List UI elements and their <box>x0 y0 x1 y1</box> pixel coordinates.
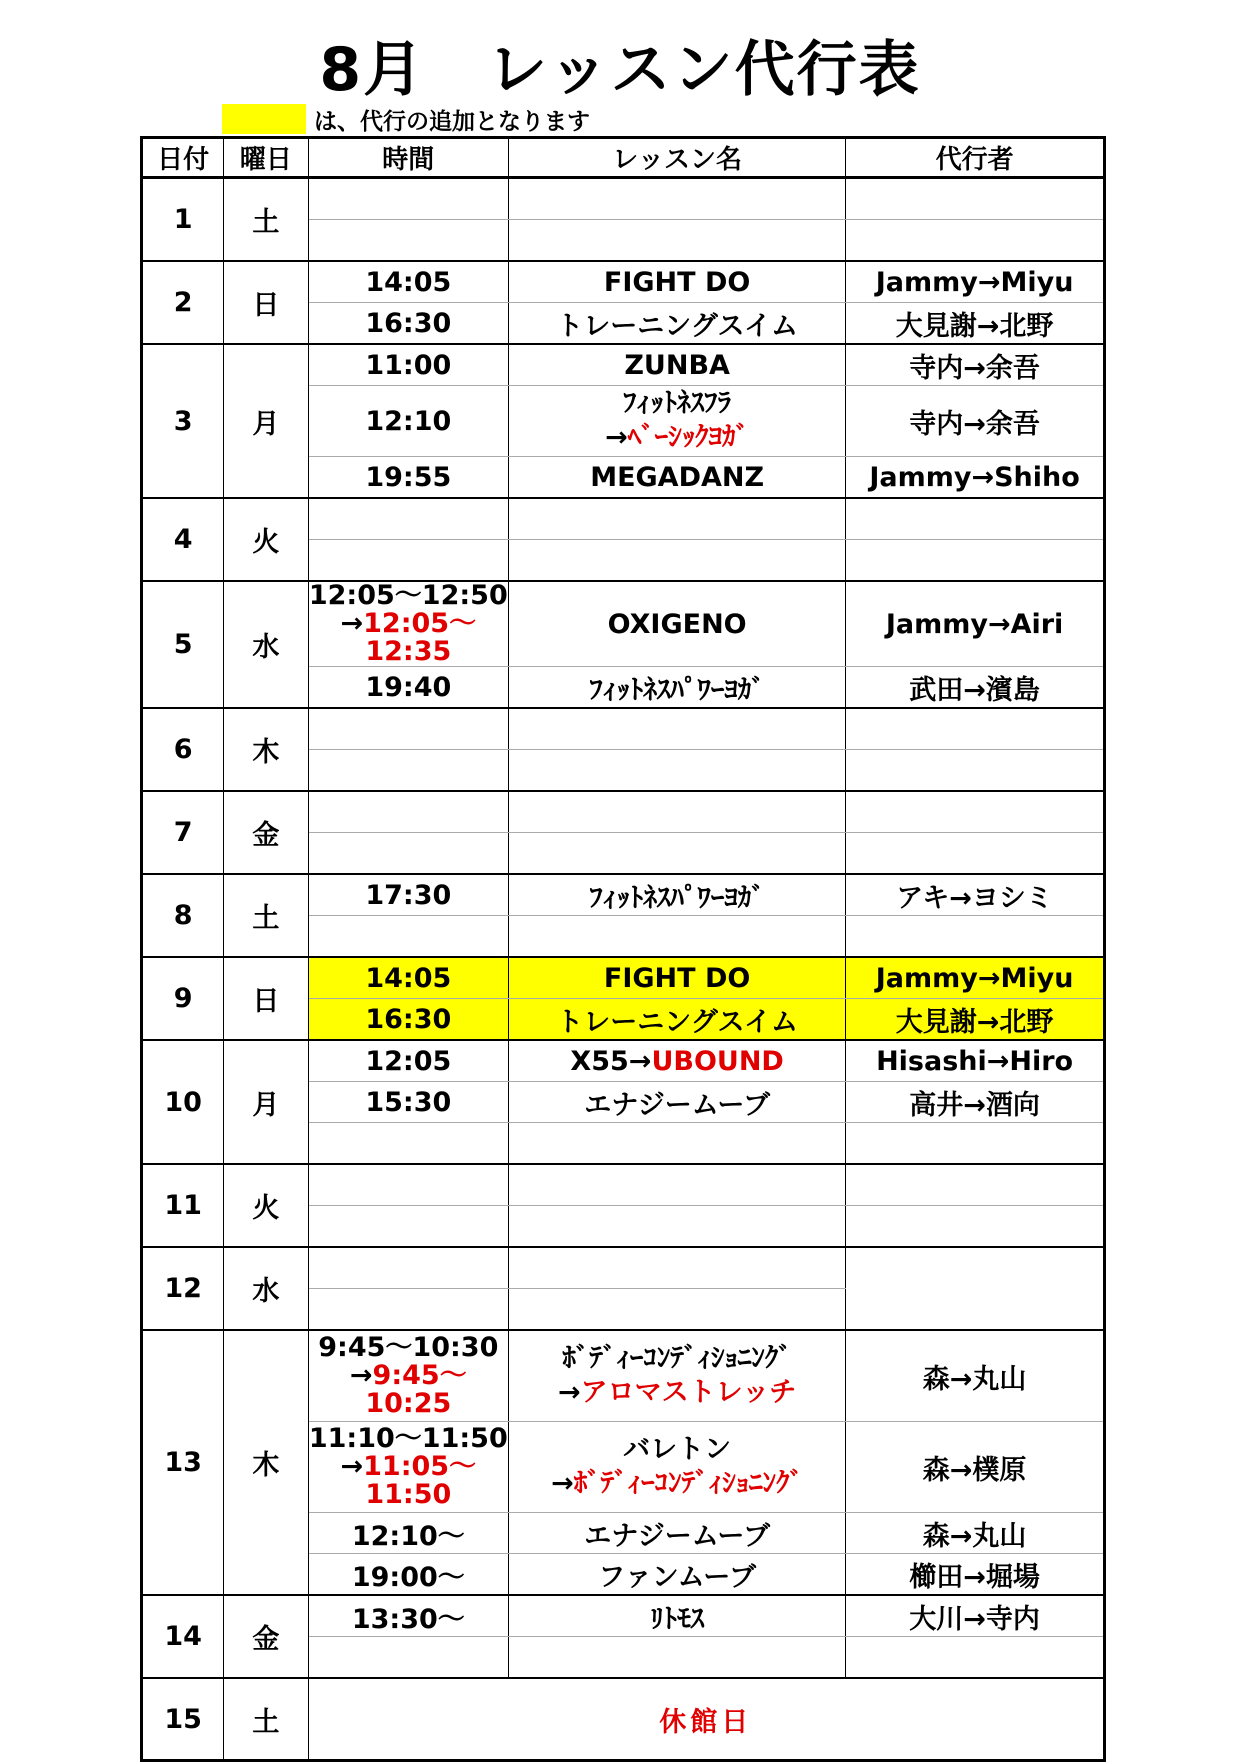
time-cell: 12:05 <box>308 1040 509 1082</box>
table-row <box>142 498 1105 540</box>
lesson-cell <box>509 1247 846 1289</box>
substitute-cell: Hisashi→Hiro <box>846 1040 1105 1082</box>
arrow-icon: → <box>551 1468 574 1499</box>
table-row <box>142 1040 1105 1082</box>
lesson-cell <box>509 750 846 792</box>
substitute-cell: 大見謝→北野 <box>846 303 1105 345</box>
table-row <box>142 957 1105 999</box>
lesson-change <box>509 1467 845 1501</box>
closed-day-notice: 休館日 <box>308 1678 1105 1761</box>
day-number: 4 <box>142 498 224 581</box>
time-cell: 14:05 <box>308 957 509 999</box>
substitute-cell: 櫛田→堀場 <box>846 1554 1105 1596</box>
substitute-cell <box>846 220 1105 262</box>
substitute-cell: 森→丸山 <box>846 1330 1105 1422</box>
substitute-cell: アキ→ヨシミ <box>846 874 1105 916</box>
header-row <box>142 138 1105 178</box>
table-row <box>142 1595 1105 1637</box>
lesson-cell: エナジームーブ <box>509 1082 846 1123</box>
table-row <box>142 344 1105 386</box>
lesson-cell: トレーニングスイム <box>509 999 846 1041</box>
lesson-original: バレトン <box>623 1434 732 1465</box>
time-cell <box>308 1206 509 1248</box>
substitute-cell: Jammy→Airi <box>846 581 1105 667</box>
substitute-cell <box>846 498 1105 540</box>
arrow-icon: → <box>557 1377 581 1408</box>
lesson-cell <box>509 1164 846 1206</box>
substitute-cell: Jammy→Miyu <box>846 957 1105 999</box>
substitute-cell <box>846 750 1105 792</box>
day-number: 2 <box>142 261 224 344</box>
lesson-cell <box>509 1040 846 1082</box>
weekday: 月 <box>224 1040 308 1164</box>
schedule-table <box>140 136 1106 1762</box>
lesson-cell: ZUNBA <box>509 344 846 386</box>
time-cell: 11:00 <box>308 344 509 386</box>
lesson-cell: トレーニングスイム <box>509 303 846 345</box>
arrow-icon: → <box>349 1360 373 1391</box>
lesson-cell <box>509 1123 846 1165</box>
lesson-cell <box>509 1289 846 1331</box>
time-cell <box>308 1422 509 1513</box>
lesson-cell: FIGHT DO <box>509 261 846 303</box>
arrow-icon: → <box>605 422 628 453</box>
day-number: 1 <box>142 178 224 262</box>
time-cell <box>308 1289 509 1331</box>
substitute-cell <box>846 1206 1105 1248</box>
day-number: 14 <box>142 1595 224 1678</box>
time-original: 12:05～12:50 <box>308 580 508 611</box>
weekday: 火 <box>224 498 308 581</box>
substitute-cell <box>846 1637 1105 1679</box>
time-new: 12:05～12:35 <box>363 608 477 667</box>
time-change <box>309 1362 509 1418</box>
time-new: 11:05～11:50 <box>363 1451 477 1510</box>
legend-text: は、代行の追加となります <box>314 108 590 135</box>
substitute-cell: 武田→濱島 <box>846 667 1105 709</box>
day-number: 8 <box>142 874 224 957</box>
lesson-cell <box>509 791 846 833</box>
substitute-cell <box>846 1164 1105 1206</box>
time-change <box>309 610 509 666</box>
time-cell <box>308 833 509 875</box>
time-cell <box>308 708 509 750</box>
lesson-cell <box>509 1330 846 1422</box>
lesson-cell: FIGHT DO <box>509 957 846 999</box>
header-time: 時間 <box>308 138 509 178</box>
table-row <box>142 581 1105 667</box>
time-cell: 17:30 <box>308 874 509 916</box>
time-original: 9:45～10:30 <box>318 1332 499 1363</box>
time-cell: 19:40 <box>308 667 509 709</box>
table-row <box>142 261 1105 303</box>
time-cell: 15:30 <box>308 1082 509 1123</box>
time-cell: 16:30 <box>308 303 509 345</box>
lesson-cell <box>509 833 846 875</box>
substitute-cell <box>846 916 1105 958</box>
weekday: 日 <box>224 957 308 1040</box>
time-cell: 14:05 <box>308 261 509 303</box>
time-cell: 13:30～ <box>308 1595 509 1637</box>
day-number: 3 <box>142 344 224 498</box>
weekday: 日 <box>224 261 308 344</box>
day-number: 6 <box>142 708 224 791</box>
table-row <box>142 178 1105 220</box>
day-number: 13 <box>142 1330 224 1595</box>
time-cell: 12:10 <box>308 386 509 457</box>
substitute-cell <box>846 833 1105 875</box>
header-weekday: 曜日 <box>224 138 308 178</box>
lesson-change <box>509 421 845 455</box>
table-row <box>142 1247 1105 1289</box>
substitute-cell <box>846 540 1105 582</box>
time-cell <box>308 178 509 220</box>
time-cell <box>308 750 509 792</box>
lesson-cell <box>509 498 846 540</box>
lesson-cell <box>509 708 846 750</box>
time-cell: 12:10～ <box>308 1513 509 1554</box>
lesson-cell <box>509 1637 846 1679</box>
weekday: 金 <box>224 1595 308 1678</box>
lesson-new: ﾍﾞｰｼｯｸﾖｶﾞ <box>627 422 750 453</box>
lesson-cell <box>509 386 846 457</box>
time-original: 11:10～11:50 <box>308 1423 508 1454</box>
lesson-cell: ﾌｨｯﾄﾈｽﾊﾟﾜｰﾖｶﾞ <box>509 667 846 709</box>
lesson-cell: ﾌｨｯﾄﾈｽﾊﾟﾜｰﾖｶﾞ <box>509 874 846 916</box>
weekday: 土 <box>224 1678 308 1761</box>
substitute-cell <box>846 1247 1105 1330</box>
time-cell <box>308 791 509 833</box>
weekday: 土 <box>224 178 308 262</box>
lesson-cell <box>509 1206 846 1248</box>
substitute-cell: Jammy→Miyu <box>846 261 1105 303</box>
substitute-cell <box>846 178 1105 220</box>
table-row <box>142 874 1105 916</box>
legend-highlight-swatch <box>222 104 306 134</box>
lesson-change <box>509 1376 845 1410</box>
time-cell <box>308 916 509 958</box>
header-substitute: 代行者 <box>846 138 1105 178</box>
weekday: 月 <box>224 344 308 498</box>
weekday: 金 <box>224 791 308 874</box>
substitute-cell: 森→丸山 <box>846 1513 1105 1554</box>
lesson-original: X55→ <box>570 1045 652 1077</box>
weekday: 水 <box>224 581 308 708</box>
time-cell <box>308 1637 509 1679</box>
substitute-cell: 大見謝→北野 <box>846 999 1105 1041</box>
time-cell <box>308 220 509 262</box>
time-cell: 19:00～ <box>308 1554 509 1596</box>
lesson-cell: MEGADANZ <box>509 457 846 499</box>
legend <box>222 104 590 134</box>
lesson-original: ﾎﾞﾃﾞｨｰｺﾝﾃﾞｨｼｮﾆﾝｸﾞ <box>562 1343 792 1374</box>
lesson-original: ﾌｨｯﾄﾈｽﾌﾗ <box>623 388 732 419</box>
table-row <box>142 791 1105 833</box>
weekday: 水 <box>224 1247 308 1330</box>
time-new: 9:45～10:25 <box>365 1360 467 1419</box>
time-cell <box>308 498 509 540</box>
day-number: 7 <box>142 791 224 874</box>
time-cell <box>308 1164 509 1206</box>
lesson-new: UBOUND <box>651 1045 784 1077</box>
time-cell <box>308 1123 509 1165</box>
lesson-cell: ファンムーブ <box>509 1554 846 1596</box>
arrow-icon: → <box>340 1451 364 1482</box>
lesson-cell <box>509 540 846 582</box>
lesson-new: アロマストレッチ <box>580 1377 797 1408</box>
time-cell <box>308 1247 509 1289</box>
time-cell <box>308 581 509 667</box>
arrow-icon: → <box>340 608 364 639</box>
substitute-cell: 寺内→余吾 <box>846 386 1105 457</box>
substitute-cell: 森→樸原 <box>846 1422 1105 1513</box>
day-number: 10 <box>142 1040 224 1164</box>
day-number: 12 <box>142 1247 224 1330</box>
time-cell <box>308 1330 509 1422</box>
lesson-cell: エナジームーブ <box>509 1513 846 1554</box>
lesson-cell <box>509 1422 846 1513</box>
substitute-cell <box>846 708 1105 750</box>
table-row <box>142 708 1105 750</box>
lesson-cell <box>509 178 846 220</box>
table-row <box>142 1330 1105 1422</box>
substitute-cell: 寺内→余吾 <box>846 344 1105 386</box>
table-row <box>142 1164 1105 1206</box>
time-cell: 19:55 <box>308 457 509 499</box>
lesson-cell: OXIGENO <box>509 581 846 667</box>
lesson-cell: ﾘﾄﾓｽ <box>509 1595 846 1637</box>
substitute-cell <box>846 1123 1105 1165</box>
day-number: 5 <box>142 581 224 708</box>
lesson-new: ﾎﾞﾃﾞｨｰｺﾝﾃﾞｨｼｮﾆﾝｸﾞ <box>573 1468 804 1499</box>
table-row <box>142 1678 1105 1761</box>
lesson-cell <box>509 916 846 958</box>
lesson-cell <box>509 220 846 262</box>
weekday: 木 <box>224 1330 308 1595</box>
day-number: 11 <box>142 1164 224 1247</box>
substitute-cell: Jammy→Shiho <box>846 457 1105 499</box>
header-lesson: レッスン名 <box>509 138 846 178</box>
time-cell <box>308 540 509 582</box>
weekday: 土 <box>224 874 308 957</box>
time-cell: 16:30 <box>308 999 509 1041</box>
weekday: 木 <box>224 708 308 791</box>
header-date: 日付 <box>142 138 224 178</box>
time-change <box>309 1453 509 1509</box>
weekday: 火 <box>224 1164 308 1247</box>
day-number: 9 <box>142 957 224 1040</box>
page-title: 8月 レッスン代行表 <box>319 35 921 105</box>
substitute-cell: 高井→酒向 <box>846 1082 1105 1123</box>
substitute-cell: 大川→寺内 <box>846 1595 1105 1637</box>
substitute-cell <box>846 791 1105 833</box>
day-number: 15 <box>142 1678 224 1761</box>
